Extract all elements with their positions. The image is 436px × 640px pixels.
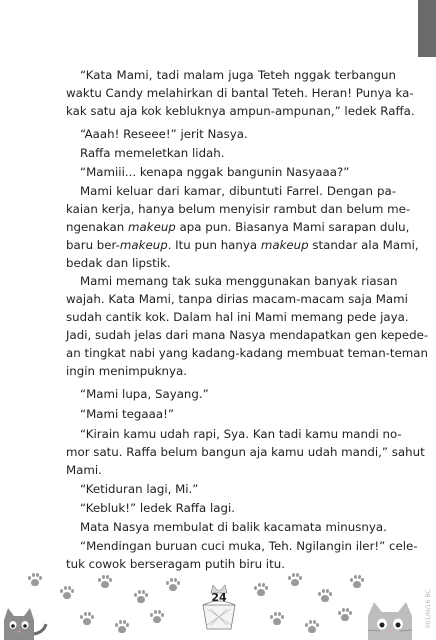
text-line: Mata Nasya membulat di balik kacamata minusnya. — [80, 520, 387, 534]
text-line: Mami keluar dari kamar, dibuntuti Farrel. Dengan pa- — [80, 184, 396, 198]
text-line: kak satu aja kok kebluknya ampun-ampunan,” ledek Raffa. — [66, 104, 415, 118]
paw-print-icon — [28, 573, 42, 586]
cat-left-icon — [0, 598, 50, 640]
text-line: “Kebluk!” ledek Raffa lagi. — [80, 501, 235, 515]
page-number-badge — [197, 583, 241, 633]
italic-word: makeup — [260, 238, 309, 252]
paw-print-icon — [98, 575, 112, 588]
text-line: “Mami lupa, Sayang.” — [80, 387, 209, 401]
text-line — [66, 218, 410, 236]
paw-print-icon — [305, 620, 319, 633]
paw-print-icon — [60, 586, 74, 599]
paw-print-icon — [115, 620, 129, 633]
text-line: Raffa memeletkan lidah. — [80, 146, 225, 160]
text-line: “Mamiii... kenapa nggak bangunin Nasyaaa?” — [80, 165, 350, 179]
text-line: mor satu. Raffa belum bangun aja kamu udah mandi,” sahut — [66, 445, 425, 459]
text-segment: . Itu pun hanya — [167, 238, 261, 252]
paw-print-icon — [150, 610, 164, 623]
italic-word: makeup — [128, 220, 176, 234]
cat-right-icon — [362, 596, 418, 640]
text-line: ingin menimpuknya. — [66, 364, 187, 378]
paw-print-icon — [134, 590, 148, 603]
page-edge-tab — [418, 0, 436, 57]
paw-print-icon — [350, 575, 364, 588]
text-line: Mami memang tak suka menggunakan banyak riasan — [80, 274, 398, 288]
text-line: “Aaah! Reseee!” jerit Nasya. — [80, 127, 248, 141]
paw-print-icon — [338, 608, 352, 621]
text-line — [66, 236, 419, 254]
text-line: “Kirain kamu udah rapi, Sya. Kan tadi kamu mandi no- — [80, 427, 402, 441]
paw-print-icon — [270, 612, 284, 625]
text-line: “Kata Mami, tadi malam juga Teteh nggak terbangun — [80, 68, 396, 82]
text-segment: ngenakan — [66, 220, 129, 234]
print-code: 001/III/16 BC — [425, 589, 432, 628]
text-line: bedak dan lipstik. — [66, 256, 171, 270]
text-segment: apa pun. Biasanya Mami sarapan dulu, — [175, 220, 410, 234]
paw-print-icon — [80, 612, 94, 625]
text-line: waktu Candy melahirkan di bantal Teteh. Heran! Punya ka- — [66, 86, 414, 100]
italic-word: makeup — [119, 238, 168, 252]
page-number: 24 — [211, 591, 227, 604]
paw-print-icon — [318, 589, 332, 602]
text-line: “Ketiduran lagi, Mi.” — [80, 482, 199, 496]
text-line: wajah. Kata Mami, tanpa dirias macam-macam saja Mami — [66, 292, 408, 306]
text-segment: standar ala Mami, — [308, 238, 419, 252]
text-line: an tingkat nabi yang kadang-kadang membuat teman-teman — [66, 346, 429, 360]
text-line: tuk cowok berseragam putih biru itu. — [66, 557, 285, 571]
paw-print-icon — [288, 573, 302, 586]
paw-print-icon — [166, 578, 180, 591]
text-segment: baru ber- — [66, 238, 120, 252]
text-line: Mami. — [66, 463, 102, 477]
text-line: “Mendingan buruan cuci muka, Teh. Ngilangin iler!” cele- — [80, 539, 418, 553]
text-line: Jadi, sudah jelas dari mana Nasya mendapatkan gen kepede- — [66, 328, 429, 342]
text-line: “Mami tegaaa!” — [80, 407, 174, 421]
text-line: kaian kerja, hanya belum menyisir rambut dan belum me- — [66, 202, 411, 216]
paw-print-icon — [254, 583, 268, 596]
text-line: sudah cantik kok. Dalam hal ini Mami memang pede jaya. — [66, 310, 409, 324]
